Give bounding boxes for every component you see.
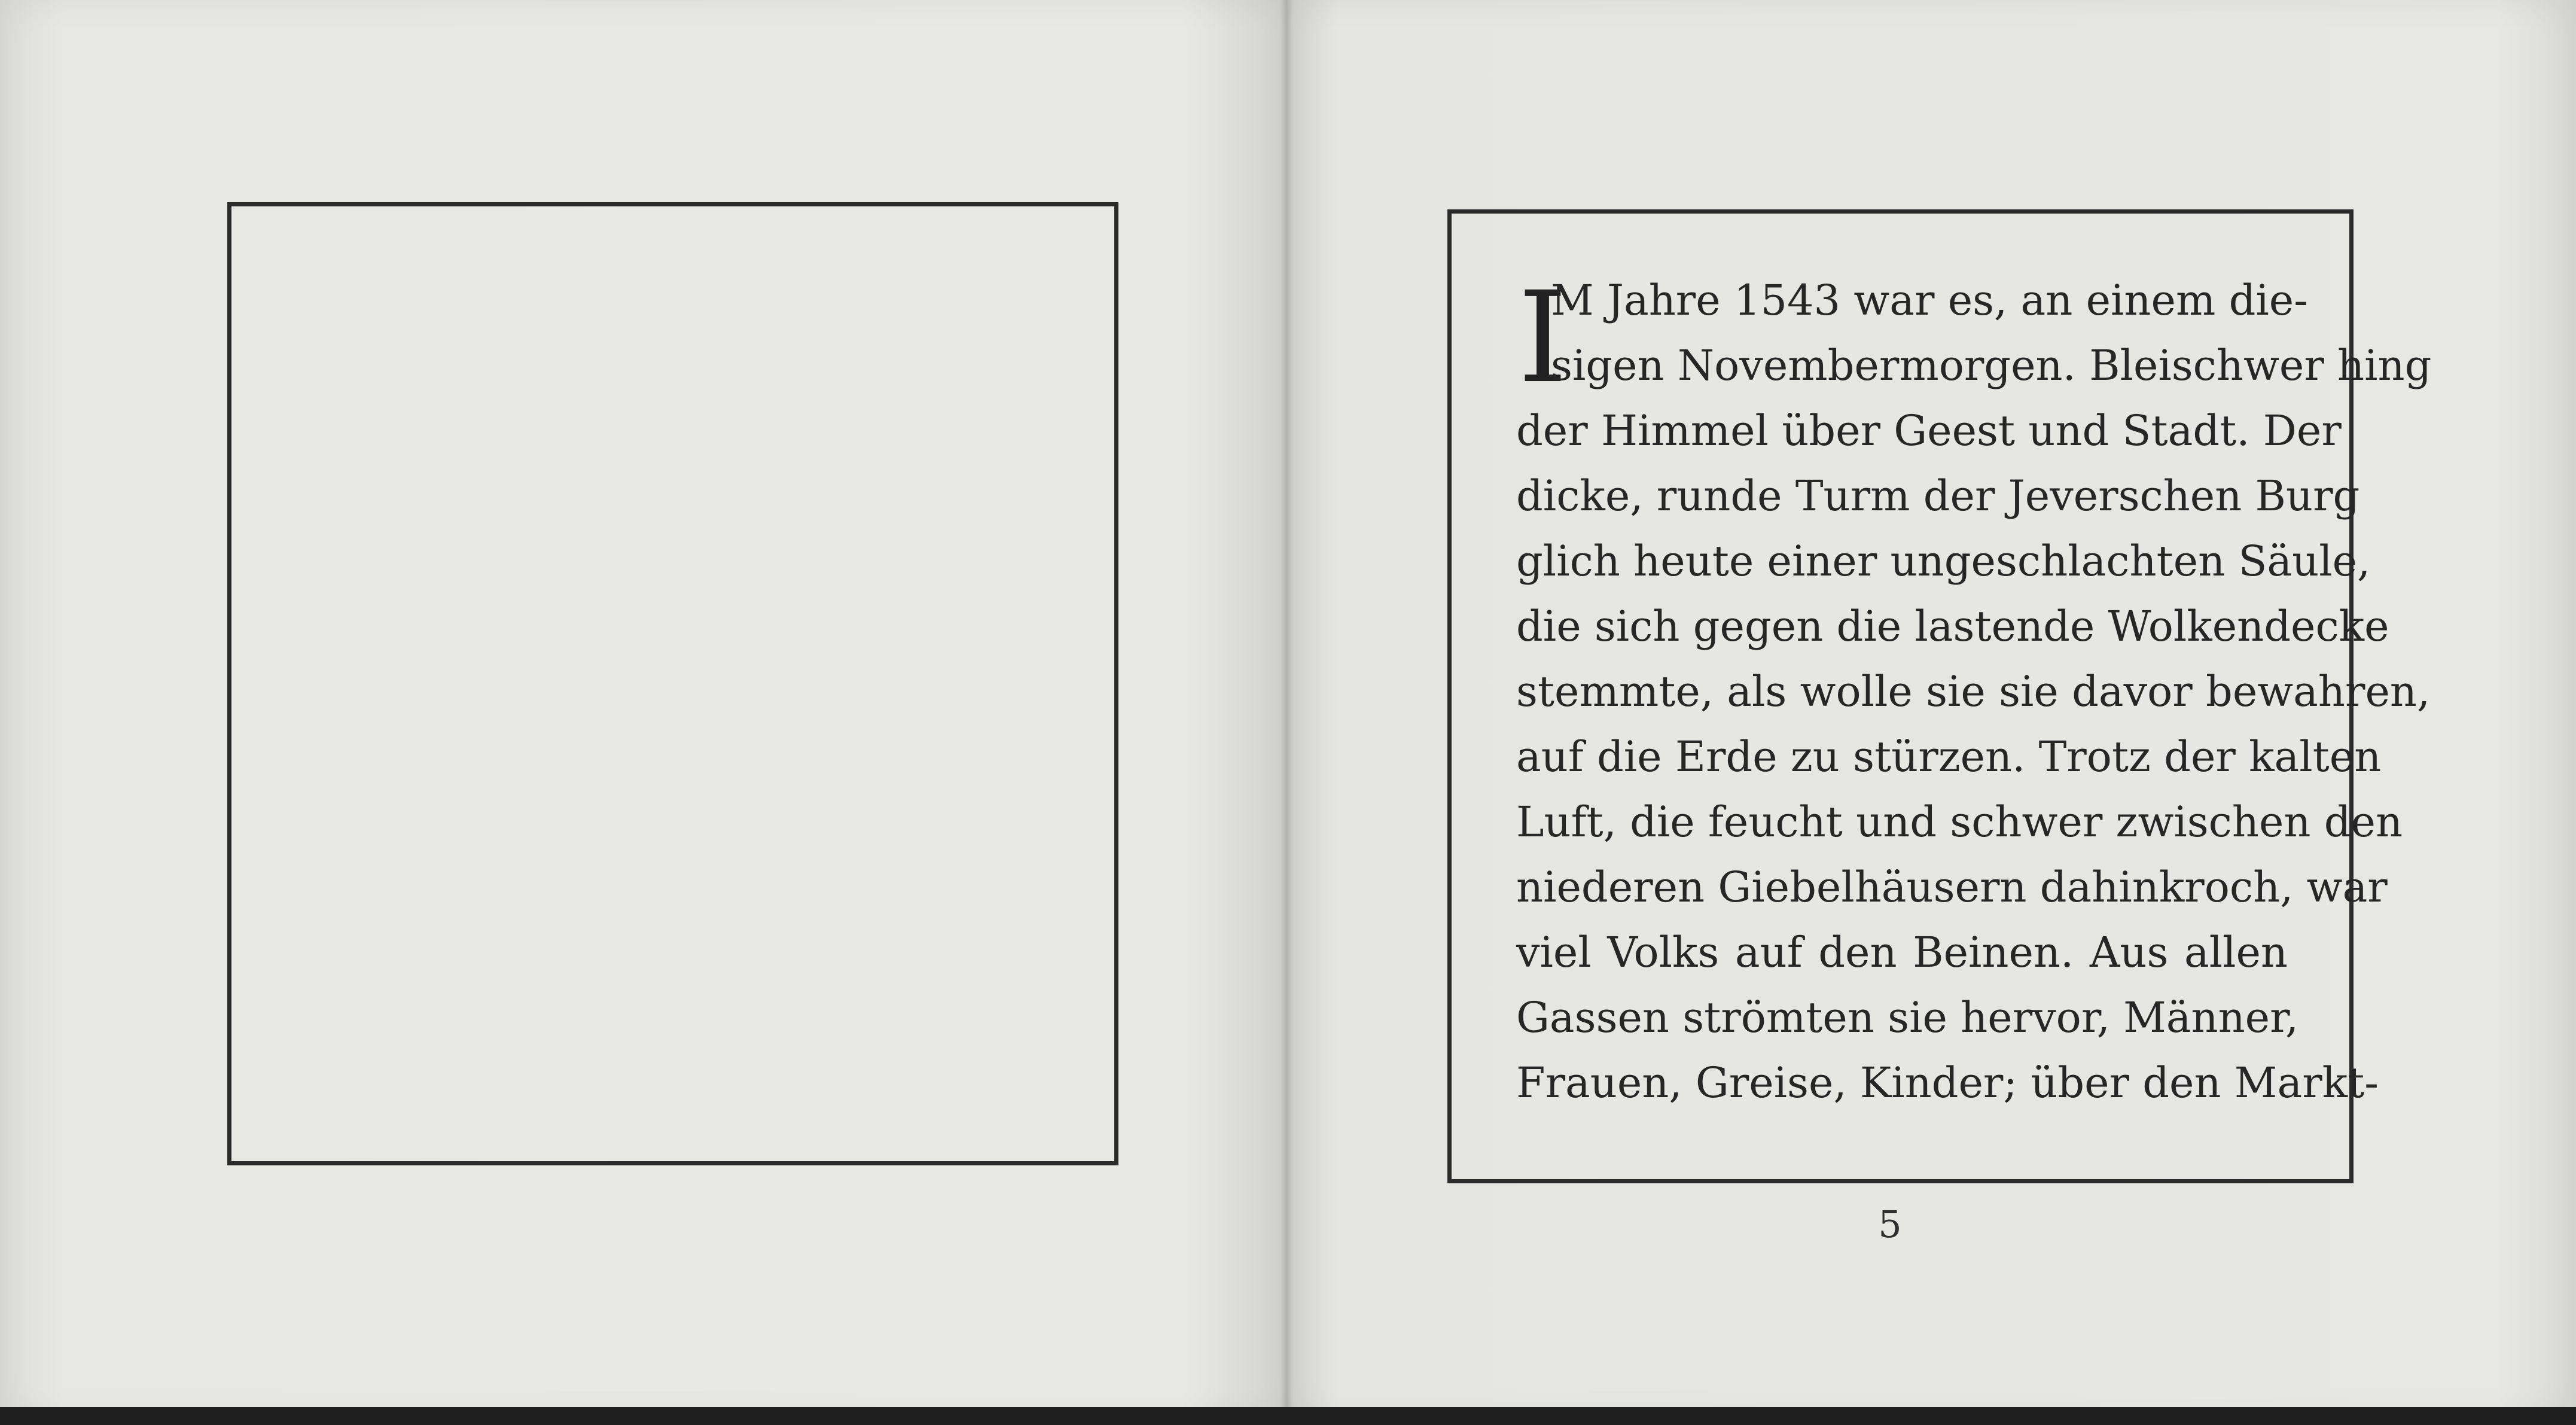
text-line: viel Volks auf den Beinen. Aus allen xyxy=(1516,928,2288,977)
text-line: sigen Novembermorgen. Bleischwer hing xyxy=(1551,341,2432,390)
text-line: Frauen, Greise, Kinder; über den Markt- xyxy=(1516,1058,2379,1107)
text-line: die sich gegen die lastende Wolkendecke xyxy=(1516,602,2389,651)
text-line: Luft, die feucht und schwer zwischen den xyxy=(1516,797,2403,847)
empty-illustration-frame xyxy=(227,202,1118,1165)
page-number: 5 xyxy=(1878,1202,1902,1246)
book-cover-edge xyxy=(0,1407,2576,1425)
text-line: stemmte, als wolle sie sie davor bewahren, xyxy=(1516,667,2431,716)
book-gutter xyxy=(1280,0,1293,1418)
text-line: dicke, runde Turm der Jeverschen Burg xyxy=(1516,471,2360,520)
text-line: Gassen strömten sie hervor, Männer, xyxy=(1516,993,2299,1042)
text-line: auf die Erde zu stürzen. Trotz der kalten xyxy=(1516,732,2382,781)
left-page xyxy=(0,0,1286,1418)
text-line: der Himmel über Geest und Stadt. Der xyxy=(1516,406,2342,455)
drop-cap: I xyxy=(1518,264,1568,411)
body-text xyxy=(1516,264,2432,1116)
text-line: glich heute einer ungeschlachten Säule, xyxy=(1516,537,2371,586)
text-line: M Jahre 1543 war es, an einem die- xyxy=(1551,276,2308,325)
text-line: niederen Giebelhäusern dahinkroch, war xyxy=(1516,863,2388,912)
